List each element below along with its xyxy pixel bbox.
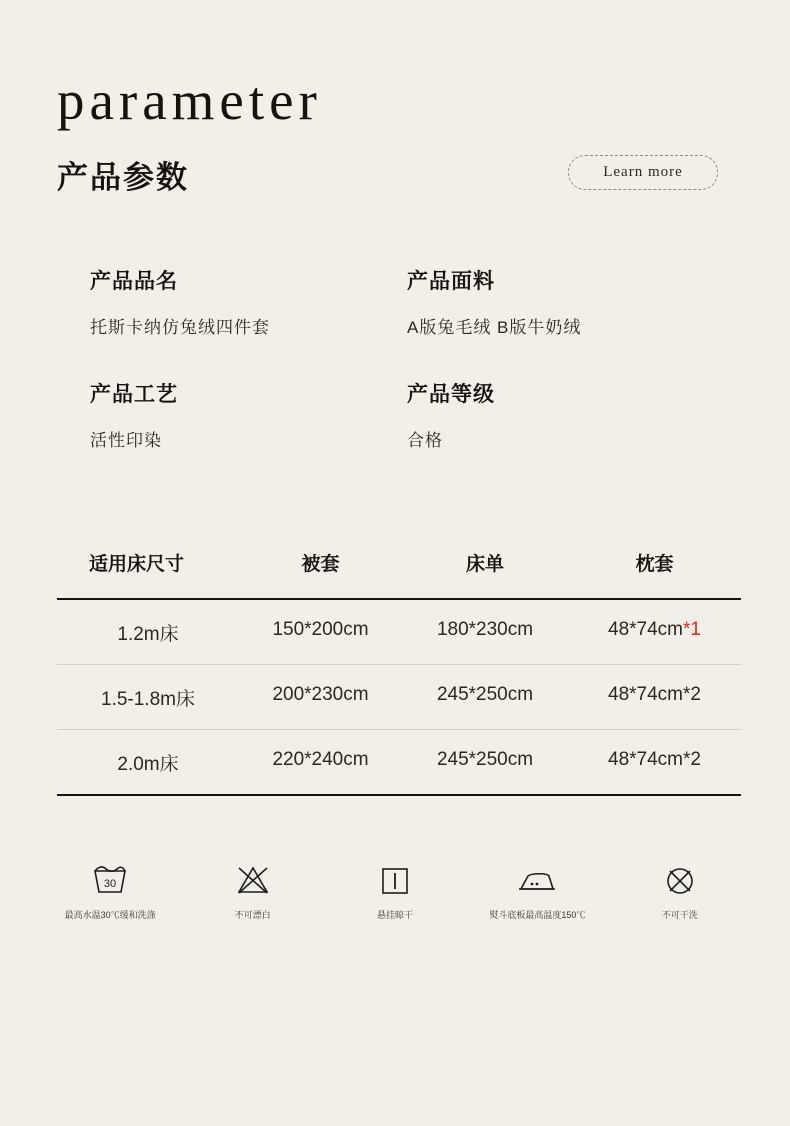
spec-label: 产品面料 [407,269,495,293]
care-label: 熨斗底板最高温度150℃ [489,909,586,920]
size-table [57,549,741,796]
page-header [57,0,733,197]
care-label: 不可干洗 [661,909,698,920]
care-item-wash [57,858,163,921]
care-item-line-dry [342,858,448,921]
spec-grid [57,265,733,451]
column-header-bed-sheet: 床单 [465,553,504,575]
spec-label: 产品等级 [407,382,495,406]
cell-pillowcase-size: 48*74cm [608,683,684,705]
line-dry-icon [378,858,412,902]
care-item-iron [484,858,590,921]
care-instructions [57,858,733,921]
learn-more-button[interactable]: Learn more [568,155,718,190]
cell-pillowcase-size: 48*74cm [608,618,684,640]
cell-bed-sheet: 245*250cm [436,683,534,705]
cell-bed-sheet: 245*250cm [436,748,534,770]
table-body [57,600,741,794]
care-label: 不可漂白 [234,909,271,920]
page-title-en: parameter [57,70,322,131]
table-row [57,600,741,664]
cell-pillowcase [568,600,741,664]
cell-bed-size: 1.5-1.8m床 [101,688,195,710]
cell-pillowcase-count: *2 [683,683,701,705]
cell-quilt-cover: 220*240cm [272,748,369,770]
cell-pillowcase-count: *1 [683,618,701,640]
cell-bed-size: 2.0m床 [117,753,179,775]
iron-150-icon [514,858,560,902]
care-label: 悬挂晾干 [376,909,413,920]
spec-item-fabric [395,265,733,338]
cell-bed-size: 1.2m床 [117,623,179,645]
svg-text:30: 30 [104,877,117,890]
spec-item-product-name [57,265,395,338]
spec-value-craft: 活性印染 [90,430,162,450]
spec-item-grade [395,378,733,451]
no-dry-clean-icon [662,858,698,902]
table-row [57,730,741,794]
page-title-cn: 产品参数 [57,159,189,195]
cell-pillowcase-size: 48*74cm [608,748,684,770]
wash-30-icon [89,858,131,902]
table-footer-rule [57,794,741,796]
cell-quilt-cover: 150*200cm [272,618,369,640]
spec-value: 合格 [407,430,443,450]
spec-label: 产品品名 [90,269,178,293]
spec-value: 托斯卡纳仿兔绒四件套 [90,317,270,337]
no-bleach-icon [233,858,273,902]
table-row [57,665,741,729]
column-header-quilt-cover: 被套 [301,553,340,575]
table-header-row [57,549,741,598]
cell-pillowcase [568,730,741,794]
column-header-pillowcase: 枕套 [635,553,674,575]
care-item-no-dry-clean [627,858,733,921]
column-header-bed-size: 适用床尺寸 [89,553,185,575]
care-item-no-bleach [199,858,305,921]
cell-pillowcase-count: *2 [683,748,701,770]
cell-pillowcase [568,665,741,729]
spec-item-craft [57,378,395,451]
cell-bed-sheet: 180*230cm [436,618,534,640]
cell-quilt-cover: 200*230cm [272,683,369,705]
care-label: 最高水温30℃缓和洗涤 [64,909,156,920]
spec-value: A版兔毛绒 B版牛奶绒 [407,317,582,337]
spec-label: 产品工艺 [90,382,178,406]
